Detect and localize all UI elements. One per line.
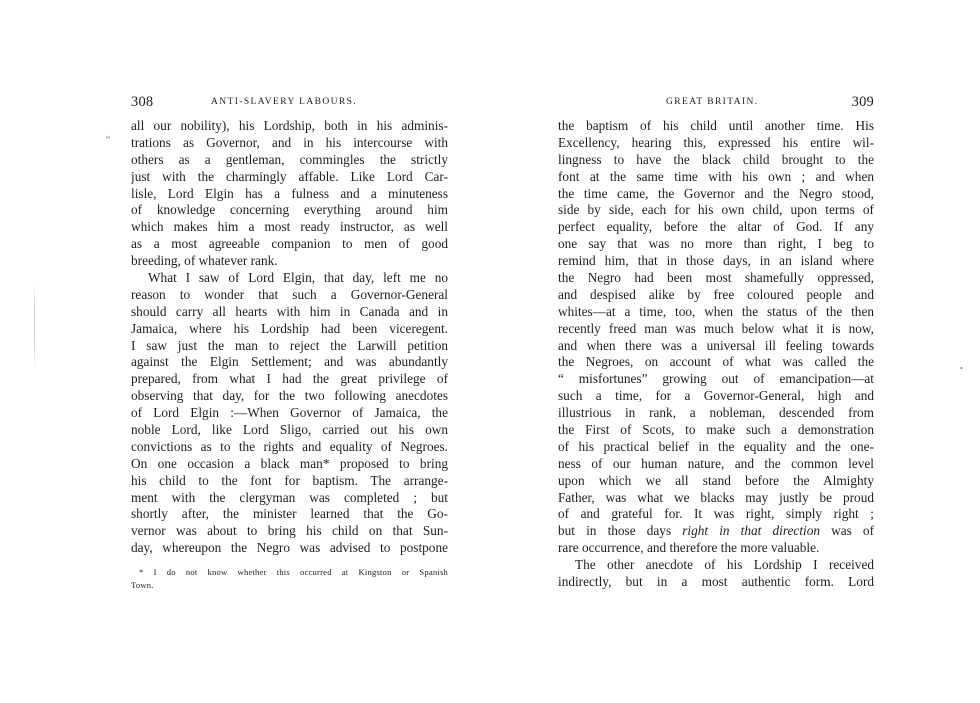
text-line: the baptism of his child until another time. His [558,118,874,133]
text-line: the Negro had been most shamefully oppressed, [558,270,874,286]
text-line: upon which we all stand before the Almighty [558,472,874,488]
text-line: of his practical belief in the equality and the one- [558,438,874,454]
text-line: of and grateful for. It was right, simply right ; [558,506,874,522]
text-line: the time came, the Governor and the Negro stood, [558,185,874,201]
text-line: trations as Governor, and in his intercourse with [131,134,448,150]
text-fragment: was of [831,523,874,539]
right-body-text [558,118,874,591]
text-line: and despised alike by free coloured people and [558,286,874,302]
text-line: should carry all hearts with him in Canada and in [131,303,448,319]
text-line: the First of Scots, to make such a demonstration [558,422,874,438]
text-line: such a time, for a Governor-General, high and [558,388,874,404]
margin-tick-mark: “ [106,135,111,146]
text-line: shortly after, the minister learned that the Go- [131,506,448,522]
text-line: ment with the clergyman was completed ; but [131,489,448,505]
italic-phrase: right in that direction [682,523,820,539]
text-line: On one occasion a black man* proposed to bring [131,455,448,471]
text-fragment: but in those days [558,523,672,539]
right-page [490,0,980,703]
text-line: noble Lord, like Lord Sligo, carried out his own [131,422,448,438]
paragraph-start: What I saw of Lord Elgin, that day, left me no [148,270,448,286]
text-line: recently freed man was much below what it is now, [558,320,874,336]
text-line: against the Elgin Settlement; and was abundantly [131,354,448,370]
text-line: lisle, Lord Elgin has a fulness and a minuteness [131,185,448,201]
running-head: ANTI-SLAVERY LABOURS. [211,97,358,107]
text-line-with-italic [558,523,874,540]
right-page-header [558,94,874,114]
text-line: day, whereupon the Negro was advised to postpone [131,540,448,556]
text-line: others as a gentleman, commingles the strictly [131,151,448,167]
text-line: side by side, each for his own child, upon terms of [558,202,874,218]
left-page-header [131,94,448,114]
footnote-line: * I do not know whether this occurred at Kingston or Spanish [139,567,448,577]
text-line: rare occurrence, and therefore the more valuable. [558,540,820,556]
text-line: all our nobility), his Lordship, both in his adminis- [131,118,448,133]
footnote-line: Town. [131,579,154,590]
text-line: perfect equality, before the altar of God. If any [558,219,874,235]
text-line: prepared, from what I had the great privilege of [131,371,448,387]
text-line: indirectly, but in a most authentic form. Lord [558,574,874,590]
text-line: Father, was what we blacks may justly be proud [558,489,874,505]
text-line: which makes him a most ready instructor, as well [131,219,448,235]
text-line: of Lord Elgin :—When Governor of Jamaica, the [131,405,448,421]
text-line: reason to wonder that such a Governor-General [131,286,448,302]
text-line: vernor was about to bring his child on that Sun- [131,523,448,539]
text-line: Jamaica, where his Lordship had been viceregent. [131,320,448,336]
text-line: lingness to have the black child brought to the [558,151,874,167]
text-line: of knowledge concerning everything around him [131,202,448,218]
text-line: observing that day, for the two following anecdotes [131,388,448,404]
running-head: GREAT BRITAIN. [666,97,759,107]
text-line: “ misfortunes” growing out of emancipation—at [558,371,874,387]
text-line: the Negroes, on account of what was called the [558,354,874,370]
text-line: just with the charmingly affable. Like Lord Car- [131,168,448,184]
page-number: 309 [851,94,874,110]
margin-dot-mark: • [960,364,963,373]
footnote [131,566,448,591]
paragraph-start: The other anecdote of his Lordship I received [575,557,874,573]
text-line: convictions as to the rights and equality of Negroes. [131,438,448,454]
text-line: and when there was a universal ill feeling towards [558,337,874,353]
text-line: his child to the font for baptism. The arrange- [131,472,448,488]
text-line: I saw just the man to reject the Larwill petition [131,337,448,353]
text-line: Excellency, hearing this, expressed his entire wil- [558,134,874,150]
text-line: ness of our human nature, and the common level [558,455,874,471]
text-line: illustrious in rank, a nobleman, descended from [558,405,874,421]
text-line: font at the same time with his own ; and when [558,168,874,184]
page-number: 308 [131,94,154,110]
text-line: whites—at a time, too, when the status of the then [558,303,874,319]
text-line: remind him, that in those days, in an island where [558,253,874,269]
text-line: one say that was no more than right, I beg to [558,236,874,252]
text-line: breeding, of whatever rank. [131,253,278,269]
text-line: as a most agreeable companion to men of good [131,236,448,252]
left-body-text [131,118,448,557]
